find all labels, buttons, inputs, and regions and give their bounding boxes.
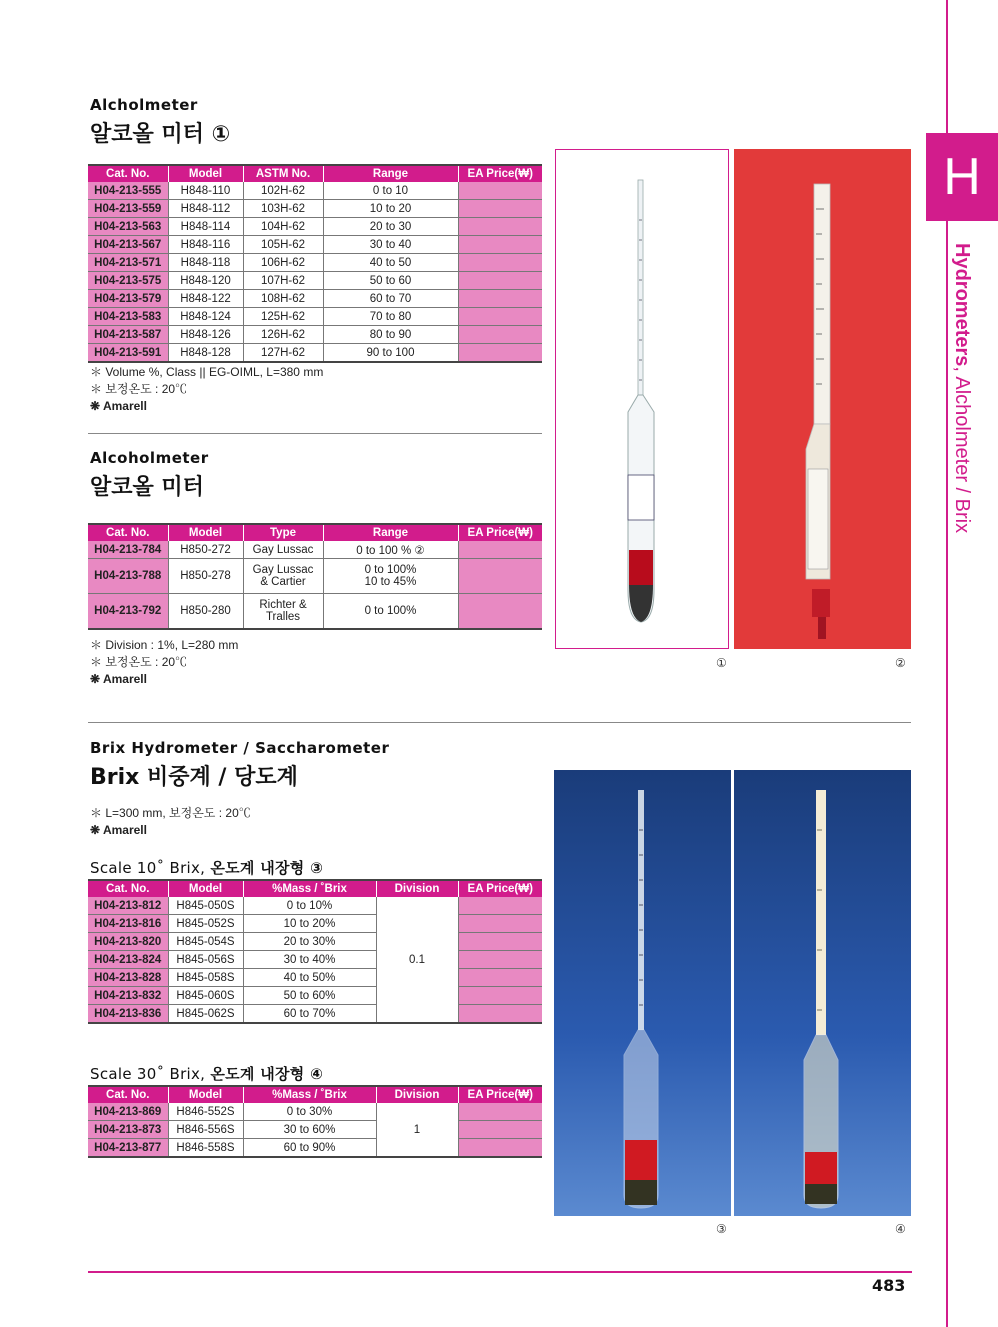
price-cell	[458, 969, 542, 987]
footer-rule	[88, 1271, 912, 1273]
cat-no-cell: H04-213-824	[88, 951, 168, 969]
table-cell: 70 to 80	[323, 308, 458, 326]
column-header: %Mass / ˚Brix	[243, 1086, 376, 1103]
table-cell: H845-062S	[168, 1005, 243, 1024]
table-cell: 60 to 70	[323, 290, 458, 308]
alcholmeter-photo-1	[555, 149, 729, 649]
table-cell: H846-552S	[168, 1103, 243, 1121]
table-cell: H845-058S	[168, 969, 243, 987]
cat-no-cell: H04-213-828	[88, 969, 168, 987]
table-cell: H848-110	[168, 182, 243, 200]
table-cell: H848-124	[168, 308, 243, 326]
cat-no-cell: H04-213-836	[88, 1005, 168, 1024]
note-line: ＊ Volume %, Class || EG-OIML, L=380 mm	[90, 365, 324, 379]
table-cell: 0 to 30%	[243, 1103, 376, 1121]
price-cell	[458, 1139, 542, 1158]
column-header: Range	[323, 165, 458, 182]
division-cell: 1	[376, 1103, 458, 1157]
column-header: Division	[376, 1086, 458, 1103]
table-cell: H848-126	[168, 326, 243, 344]
section1-table	[88, 164, 542, 363]
price-cell	[458, 1103, 542, 1121]
section2-title-en: Alcoholmeter	[90, 449, 209, 467]
divider	[88, 722, 911, 723]
table-cell: H848-122	[168, 290, 243, 308]
price-cell	[458, 344, 542, 363]
price-cell	[458, 1121, 542, 1139]
column-header: Model	[168, 165, 243, 182]
cat-no-cell: H04-213-583	[88, 308, 168, 326]
table-cell: 60 to 70%	[243, 1005, 376, 1024]
table-row	[88, 559, 542, 594]
note-line: ＊ Division : 1%, L=280 mm	[90, 638, 239, 652]
table-row	[88, 897, 542, 915]
table-cell: 90 to 100	[323, 344, 458, 363]
section2-title-kr: 알코올 미터	[90, 475, 204, 500]
column-header: Cat. No.	[88, 524, 168, 541]
column-header: EA Price(₩)	[458, 880, 542, 897]
section2-notes	[90, 637, 238, 688]
side-label-bold: Hydrometers	[951, 243, 973, 367]
column-header: Model	[168, 524, 243, 541]
note-line: ＊ 보정온도 : 20℃	[90, 382, 188, 396]
table-cell: 102H-62	[243, 182, 323, 200]
table-row	[88, 541, 542, 559]
section2-table	[88, 523, 542, 630]
brix-photo-4	[734, 770, 911, 1216]
table-row	[88, 915, 542, 933]
table-a-title-plain: Scale 10˚ Brix,	[90, 859, 211, 877]
alcholmeter-photo-2	[734, 149, 911, 649]
table-cell: H846-556S	[168, 1121, 243, 1139]
table-cell: 107H-62	[243, 272, 323, 290]
cat-no-cell: H04-213-579	[88, 290, 168, 308]
table-cell: 0 to 10%	[243, 897, 376, 915]
cat-no-cell: H04-213-877	[88, 1139, 168, 1158]
table-row	[88, 951, 542, 969]
table-row	[88, 1103, 542, 1121]
brand-label: ❋ Amarell	[90, 399, 147, 413]
column-header: Range	[323, 524, 458, 541]
table-a-title-bold: 온도계 내장형 ③	[210, 859, 324, 877]
column-header: Model	[168, 1086, 243, 1103]
table-cell: 0 to 100%	[323, 594, 458, 630]
price-cell	[458, 951, 542, 969]
table-cell: 0 to 10	[323, 182, 458, 200]
price-cell	[458, 182, 542, 200]
table-row	[88, 987, 542, 1005]
caption-2: ②	[895, 656, 906, 670]
side-section-label	[950, 243, 973, 533]
cat-no-cell: H04-213-567	[88, 236, 168, 254]
cat-no-cell: H04-213-792	[88, 594, 168, 630]
table-cell: 80 to 90	[323, 326, 458, 344]
cat-no-cell: H04-213-869	[88, 1103, 168, 1121]
table-row	[88, 182, 542, 200]
price-cell	[458, 897, 542, 915]
column-header: ASTM No.	[243, 165, 323, 182]
divider	[88, 433, 542, 434]
table-cell: 30 to 40	[323, 236, 458, 254]
table-cell: 108H-62	[243, 290, 323, 308]
note-line: ＊ 보정온도 : 20℃	[90, 655, 188, 669]
column-header: %Mass / ˚Brix	[243, 880, 376, 897]
table-header-row	[88, 880, 542, 897]
table-cell: 60 to 90%	[243, 1139, 376, 1158]
column-header: Type	[243, 524, 323, 541]
cat-no-cell: H04-213-832	[88, 987, 168, 1005]
table-row	[88, 272, 542, 290]
column-header: EA Price(₩)	[458, 524, 542, 541]
cat-no-cell: H04-213-788	[88, 559, 168, 594]
price-cell	[458, 915, 542, 933]
table-cell: Gay Lussac	[243, 541, 323, 559]
cat-no-cell: H04-213-563	[88, 218, 168, 236]
price-cell	[458, 1005, 542, 1024]
table-row	[88, 200, 542, 218]
note-line: ＊ L=300 mm, 보정온도 : 20℃	[90, 806, 251, 820]
table-cell: H845-060S	[168, 987, 243, 1005]
column-header: EA Price(₩)	[458, 1086, 542, 1103]
table-header-row	[88, 1086, 542, 1103]
table-cell: 30 to 40%	[243, 951, 376, 969]
table-cell: Gay Lussac & Cartier	[243, 559, 323, 594]
table-cell: 30 to 60%	[243, 1121, 376, 1139]
price-cell	[458, 933, 542, 951]
table-row	[88, 933, 542, 951]
price-cell	[458, 290, 542, 308]
table-cell: Richter & Tralles	[243, 594, 323, 630]
brix30-table	[88, 1085, 542, 1158]
table-b-title-bold: 온도계 내장형 ④	[210, 1065, 324, 1083]
table-row	[88, 254, 542, 272]
table-cell: H845-052S	[168, 915, 243, 933]
column-header: Division	[376, 880, 458, 897]
brand-label: ❋ Amarell	[90, 823, 147, 837]
table-cell: H845-054S	[168, 933, 243, 951]
cat-no-cell: H04-213-816	[88, 915, 168, 933]
table-row	[88, 1139, 542, 1158]
table-row	[88, 308, 542, 326]
table-cell: 10 to 20%	[243, 915, 376, 933]
table-cell: 126H-62	[243, 326, 323, 344]
table-cell: 20 to 30%	[243, 933, 376, 951]
table-cell: H850-278	[168, 559, 243, 594]
table-row	[88, 326, 542, 344]
table-cell: 104H-62	[243, 218, 323, 236]
table-row	[88, 218, 542, 236]
table-cell: 50 to 60	[323, 272, 458, 290]
price-cell	[458, 200, 542, 218]
table-row	[88, 1005, 542, 1024]
brix10-table	[88, 879, 542, 1024]
table-cell: 125H-62	[243, 308, 323, 326]
table-cell: H848-116	[168, 236, 243, 254]
column-header: Cat. No.	[88, 165, 168, 182]
page-number: 483	[872, 1276, 906, 1295]
cat-no-cell: H04-213-784	[88, 541, 168, 559]
price-cell	[458, 308, 542, 326]
table-cell: H848-114	[168, 218, 243, 236]
table-header-row	[88, 165, 542, 182]
division-cell: 0.1	[376, 897, 458, 1023]
cat-no-cell: H04-213-575	[88, 272, 168, 290]
table-cell: 40 to 50	[323, 254, 458, 272]
cat-no-cell: H04-213-591	[88, 344, 168, 363]
column-header: Model	[168, 880, 243, 897]
table-cell: H848-112	[168, 200, 243, 218]
table-b-title-plain: Scale 30˚ Brix,	[90, 1065, 211, 1083]
table-a-title	[90, 857, 323, 878]
price-cell	[458, 272, 542, 290]
cat-no-cell: H04-213-559	[88, 200, 168, 218]
section-letter-tab: H	[926, 133, 998, 221]
table-cell: H848-120	[168, 272, 243, 290]
cat-no-cell: H04-213-812	[88, 897, 168, 915]
cat-no-cell: H04-213-587	[88, 326, 168, 344]
side-label-rest: , Alcholmeter / Brix	[951, 366, 973, 534]
table-row	[88, 236, 542, 254]
table-cell: H845-050S	[168, 897, 243, 915]
brand-label: ❋ Amarell	[90, 672, 147, 686]
table-cell: 50 to 60%	[243, 987, 376, 1005]
table-cell: 105H-62	[243, 236, 323, 254]
table-cell: H848-128	[168, 344, 243, 363]
table-b-title	[90, 1063, 323, 1084]
section3-title-kr: Brix 비중계 / 당도계	[90, 765, 298, 790]
cat-no-cell: H04-213-820	[88, 933, 168, 951]
cat-no-cell: H04-213-873	[88, 1121, 168, 1139]
table-cell: H850-272	[168, 541, 243, 559]
column-header: Cat. No.	[88, 880, 168, 897]
price-cell	[458, 594, 542, 630]
table-cell: H850-280	[168, 594, 243, 630]
column-header: Cat. No.	[88, 1086, 168, 1103]
brix-photo-3	[554, 770, 731, 1216]
caption-3: ③	[716, 1222, 727, 1236]
table-cell: 0 to 100% 10 to 45%	[323, 559, 458, 594]
table-header-row	[88, 524, 542, 541]
price-cell	[458, 559, 542, 594]
cat-no-cell: H04-213-571	[88, 254, 168, 272]
section1-title-en: Alcholmeter	[90, 96, 198, 114]
table-row	[88, 969, 542, 987]
price-cell	[458, 236, 542, 254]
price-cell	[458, 254, 542, 272]
table-cell: H848-118	[168, 254, 243, 272]
price-cell	[458, 218, 542, 236]
section1-notes	[90, 364, 323, 415]
table-row	[88, 594, 542, 630]
cat-no-cell: H04-213-555	[88, 182, 168, 200]
table-cell: 127H-62	[243, 344, 323, 363]
price-cell	[458, 987, 542, 1005]
section3-notes	[90, 805, 251, 839]
table-cell: H846-558S	[168, 1139, 243, 1158]
table-cell: 0 to 100 % ②	[323, 541, 458, 559]
section1-title-kr: 알코올 미터 ①	[90, 122, 231, 147]
caption-1: ①	[716, 656, 727, 670]
table-cell: 10 to 20	[323, 200, 458, 218]
table-row	[88, 1121, 542, 1139]
table-cell: 106H-62	[243, 254, 323, 272]
caption-4: ④	[895, 1222, 906, 1236]
table-row	[88, 290, 542, 308]
table-cell: 103H-62	[243, 200, 323, 218]
table-cell: 40 to 50%	[243, 969, 376, 987]
price-cell	[458, 326, 542, 344]
table-cell: 20 to 30	[323, 218, 458, 236]
price-cell	[458, 541, 542, 559]
section3-title-en: Brix Hydrometer / Saccharometer	[90, 739, 390, 757]
table-cell: H845-056S	[168, 951, 243, 969]
column-header: EA Price(₩)	[458, 165, 542, 182]
table-row	[88, 344, 542, 363]
